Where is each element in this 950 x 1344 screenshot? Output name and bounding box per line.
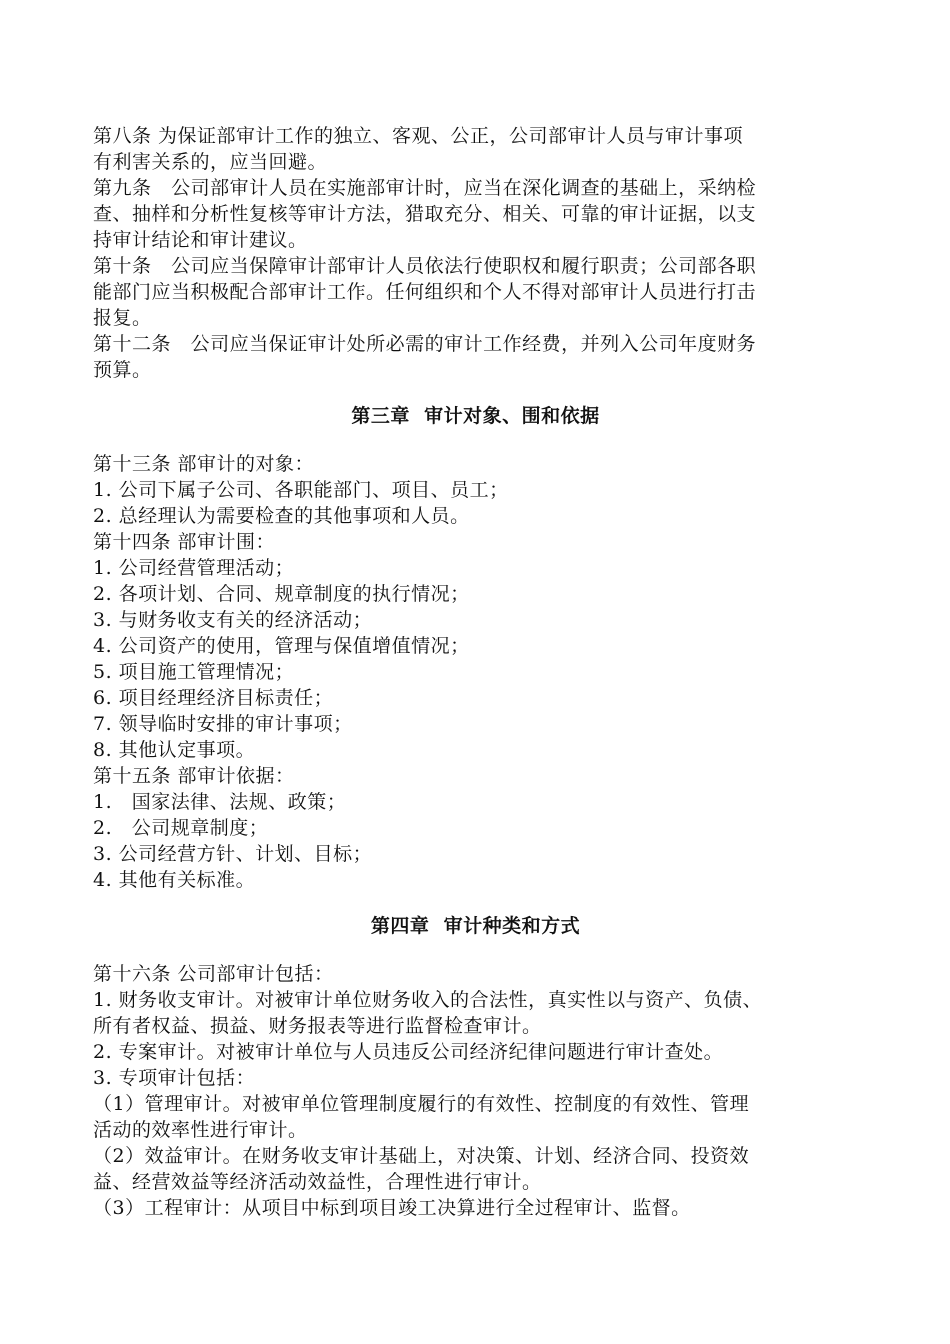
text-line: 益、经营效益等经济活动效益性，合理性进行审计。 <box>93 1171 542 1193</box>
text-line: 第十条 公司应当保障审计部审计人员依法行使职权和履行职责；公司部各职 <box>93 255 757 277</box>
text-line: 所有者权益、损益、财务报表等进行监督检查审计。 <box>93 1015 542 1037</box>
text-line: 1. 国家法律、法规、政策； <box>93 791 347 813</box>
text-line: （1）管理审计。对被审单位管理制度履行的有效性、控制度的有效性、管理 <box>93 1093 750 1115</box>
section-article-16 <box>93 961 858 1221</box>
text-line: 2. 专案审计。对被审计单位与人员违反公司经济纪律问题进行审计查处。 <box>93 1041 724 1063</box>
text-line: 持审计结论和审计建议。 <box>93 229 308 251</box>
text-line: 能部门应当积极配合部审计工作。任何组织和个人不得对部审计人员进行打击 <box>93 281 757 303</box>
text-line: 1. 公司经营管理活动； <box>93 557 295 579</box>
text-line: 4. 其他有关标准。 <box>93 869 256 891</box>
text-line: 第九条 公司部审计人员在实施部审计时，应当在深化调查的基础上，采纳检 <box>93 177 757 199</box>
text-line: 第十四条 部审计围： <box>93 531 276 553</box>
text-line: 活动的效率性进行审计。 <box>93 1119 308 1141</box>
text-line: （3）工程审计：从项目中标到项目竣工决算进行全过程审计、监督。 <box>93 1197 691 1219</box>
text-line: 3. 公司经营方针、计划、目标； <box>93 843 373 865</box>
text-line: 3. 与财务收支有关的经济活动； <box>93 609 373 631</box>
text-line: 第十六条 公司部审计包括： <box>93 963 334 985</box>
text-line: 查、抽样和分析性复核等审计方法，猎取充分、相关、可靠的审计证据，以支 <box>93 203 757 225</box>
text-line: 报复。 <box>93 307 152 329</box>
section-articles-8-12 <box>93 123 858 383</box>
text-line: 第十三条 部审计的对象： <box>93 453 315 475</box>
text-line: 第十五条 部审计依据： <box>93 765 295 787</box>
text-line: 7. 领导临时安排的审计事项； <box>93 713 353 735</box>
text-line: （2）效益审计。在财务收支审计基础上，对决策、计划、经济合同、投资效 <box>93 1145 750 1167</box>
chapter-4-heading: 第四章 审计种类和方式 <box>370 915 581 937</box>
text-line: 2. 总经理认为需要检查的其他事项和人员。 <box>93 505 470 527</box>
text-line: 预算。 <box>93 359 152 381</box>
text-line: 2. 公司规章制度； <box>93 817 269 839</box>
chapter-3-heading: 第三章 审计对象、围和依据 <box>351 405 600 427</box>
text-line: 有利害关系的，应当回避。 <box>93 151 328 173</box>
text-line: 第十二条 公司应当保证审计处所必需的审计工作经费，并列入公司年度财务 <box>93 333 757 355</box>
text-line: 6. 项目经理经济目标责任； <box>93 687 334 709</box>
text-line: 3. 专项审计包括： <box>93 1067 256 1089</box>
section-articles-13-15 <box>93 451 858 893</box>
text-line: 2. 各项计划、合同、规章制度的执行情况； <box>93 583 470 605</box>
text-line: 1. 财务收支审计。对被审计单位财务收入的合法性，真实性以与资产、负债、 <box>93 989 763 1011</box>
text-line: 4. 公司资产的使用，管理与保值增值情况； <box>93 635 470 657</box>
text-line: 1. 公司下属子公司、各职能部门、项目、员工； <box>93 479 509 501</box>
text-line: 第八条 为保证部审计工作的独立、客观、公正，公司部审计人员与审计事项 <box>93 125 744 147</box>
text-line: 5. 项目施工管理情况； <box>93 661 295 683</box>
text-line: 8. 其他认定事项。 <box>93 739 256 761</box>
document-page <box>93 123 858 1221</box>
